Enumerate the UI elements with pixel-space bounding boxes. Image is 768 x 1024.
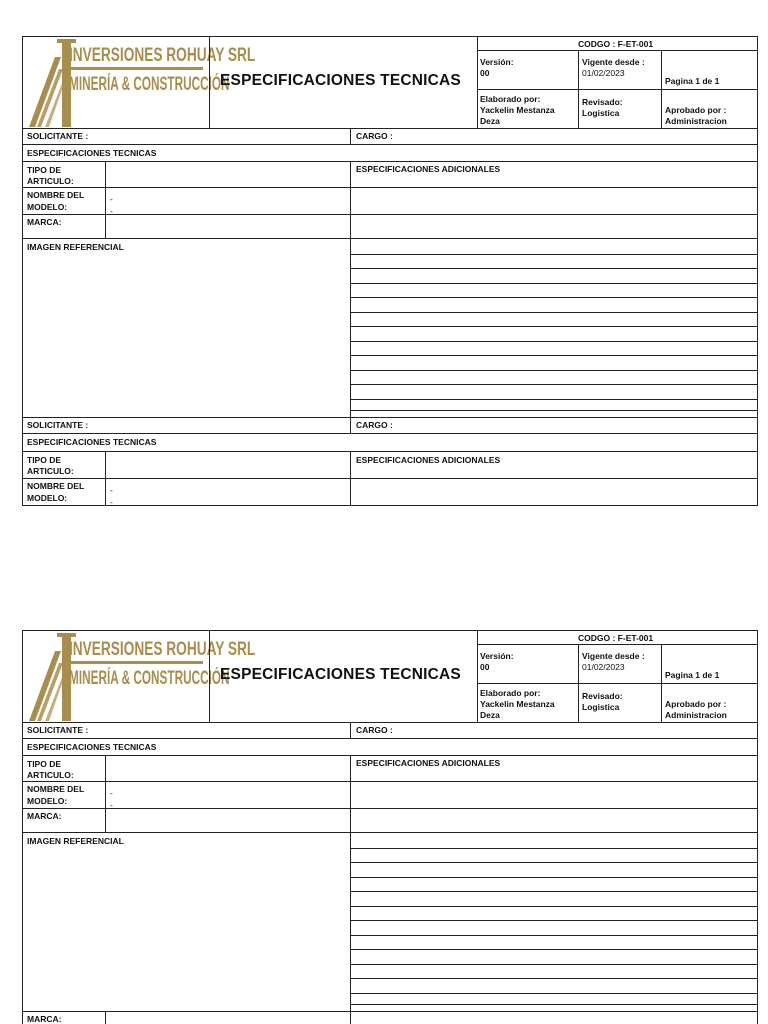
revisado-value: Logistica [582, 108, 620, 118]
elaborado-value-2: Deza [480, 710, 500, 720]
tipo-label-2: ARTICULO: [27, 770, 74, 780]
adicionales-label: ESPECIFICACIONES ADICIONALES [356, 164, 501, 174]
image-notes-lines [351, 832, 757, 1011]
title-cell [209, 37, 477, 128]
title-cell [209, 631, 477, 722]
elaborado-value-1: Yackelin Mestanza [480, 105, 555, 115]
nombre-label-1-repeat: NOMBRE DEL [27, 481, 85, 491]
aprobado-value: Administracion [665, 710, 727, 720]
logo-line-2: MINERÍA & CONSTRUCCIÓN [69, 74, 230, 95]
cargo-label: CARGO : [356, 131, 393, 141]
version-value: 00 [480, 68, 490, 78]
adicionales-label-repeat: ESPECIFICACIONES ADICIONALES [356, 455, 501, 465]
nombre-dash-2: - [110, 206, 113, 216]
especificaciones-label: ESPECIFICACIONES TECNICAS [27, 742, 157, 752]
header-block [22, 630, 758, 723]
spec-table [22, 722, 758, 1024]
info-grid [477, 631, 757, 722]
tipo-label-2-repeat: ARTICULO: [27, 466, 74, 476]
vigente-label: Vigente desde : [582, 651, 645, 661]
marca-label: MARCA: [27, 811, 62, 821]
marca-label: MARCA: [27, 217, 62, 227]
imagen-label: IMAGEN REFERENCIAL [27, 836, 124, 846]
aprobado-label: Aprobado por : [665, 105, 727, 115]
especificaciones-label-repeat: ESPECIFICACIONES TECNICAS [27, 437, 157, 447]
nombre-dash-1-repeat: - [110, 485, 113, 495]
nombre-label-1: NOMBRE DEL [27, 190, 85, 200]
aprobado-value: Administracion [665, 116, 727, 126]
revisado-label: Revisado: [582, 97, 623, 107]
image-notes-lines [351, 238, 757, 417]
nombre-dash-1: - [110, 788, 113, 798]
tipo-label-1-repeat: TIPO DE [27, 455, 62, 465]
solicitante-label: SOLICITANTE : [27, 725, 89, 735]
tipo-label-1: TIPO DE [27, 165, 62, 175]
nombre-label-1: NOMBRE DEL [27, 784, 85, 794]
version-value: 00 [480, 662, 490, 672]
adicionales-label: ESPECIFICACIONES ADICIONALES [356, 758, 501, 768]
version-label: Versión: [480, 651, 514, 661]
header-block [22, 36, 758, 129]
cargo-label-repeat: CARGO : [356, 420, 393, 430]
nombre-dash-2: - [110, 800, 113, 810]
logo-line-1: INVERSIONES ROHUAY SRL [69, 639, 256, 660]
nombre-label-2: MODELO: [27, 796, 68, 806]
tipo-label-2: ARTICULO: [27, 176, 74, 186]
page-number: Pagina 1 de 1 [665, 670, 720, 680]
cargo-label: CARGO : [356, 725, 393, 735]
solicitante-label: SOLICITANTE : [27, 131, 89, 141]
document-title: ESPECIFICACIONES TECNICAS [220, 72, 461, 89]
logo-line-1: INVERSIONES ROHUAY SRL [69, 45, 256, 66]
page-number: Pagina 1 de 1 [665, 76, 720, 86]
imagen-label: IMAGEN REFERENCIAL [27, 242, 124, 252]
nombre-label-2-repeat: MODELO: [27, 493, 68, 503]
logo-underline [69, 661, 203, 664]
vigente-value: 01/02/2023 [582, 68, 625, 78]
elaborado-value-2: Deza [480, 116, 500, 126]
logo-cell [23, 631, 256, 722]
document-title: ESPECIFICACIONES TECNICAS [220, 666, 461, 683]
elaborado-value-1: Yackelin Mestanza [480, 699, 555, 709]
solicitante-label-repeat: SOLICITANTE : [27, 420, 89, 430]
info-grid [477, 37, 757, 128]
aprobado-label: Aprobado por : [665, 699, 727, 709]
revisado-label: Revisado: [582, 691, 623, 701]
vigente-label: Vigente desde : [582, 57, 645, 67]
spec-table [22, 128, 758, 506]
code-label: CODGO : F-ET-001 [578, 633, 654, 643]
revisado-value: Logistica [582, 702, 620, 712]
especificaciones-label: ESPECIFICACIONES TECNICAS [27, 148, 157, 158]
vigente-value: 01/02/2023 [582, 662, 625, 672]
elaborado-label: Elaborado por: [480, 688, 541, 698]
version-label: Versión: [480, 57, 514, 67]
nombre-label-2: MODELO: [27, 202, 68, 212]
form-2 [0, 594, 768, 1024]
code-label: CODGO : F-ET-001 [578, 39, 654, 49]
logo-underline [69, 67, 203, 70]
logo-cell [23, 37, 256, 128]
logo-line-2: MINERÍA & CONSTRUCCIÓN [69, 668, 230, 689]
nombre-dash-2-repeat: - [110, 497, 113, 507]
elaborado-label: Elaborado por: [480, 94, 541, 104]
tipo-label-1: TIPO DE [27, 759, 62, 769]
nombre-dash-1: - [110, 194, 113, 204]
marca-label-repeat: MARCA: [27, 1014, 62, 1024]
